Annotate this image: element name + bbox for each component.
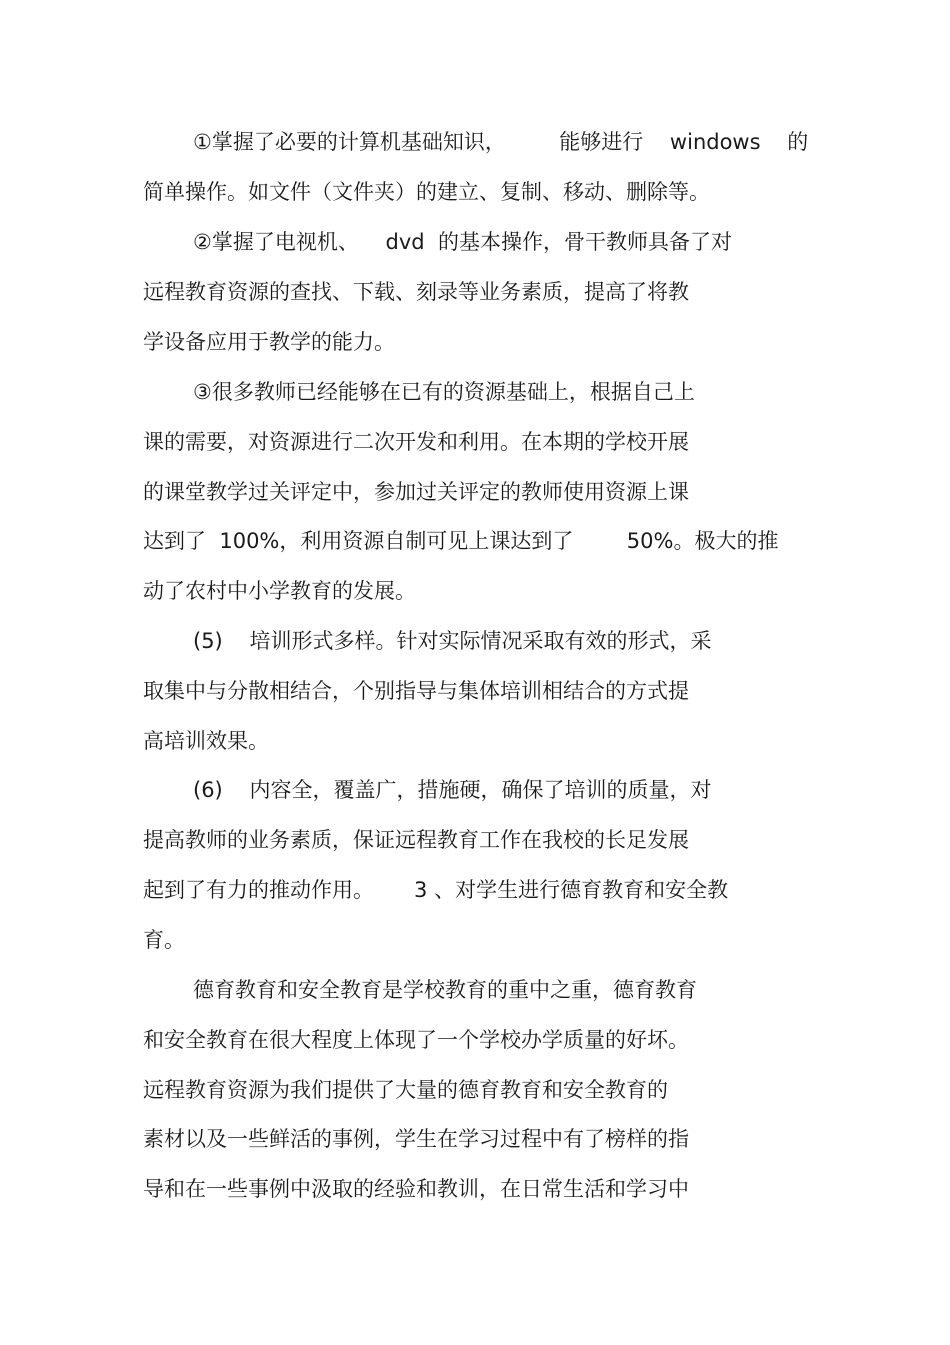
text-line: 课的需要，对资源进行二次开发和利用。在本期的学校开展	[143, 430, 689, 454]
text-line: 起到了有力的推动作用。 3 、对学生进行德育教育和安全教	[143, 878, 729, 902]
text-line: ①掌握了必要的计算机基础知识， 能够进行 windows 的	[193, 130, 809, 154]
text-line: ②掌握了电视机、 dvd 的基本操作，骨干教师具备了对	[193, 230, 732, 254]
text-line: 和安全教育在很大程度上体现了一个学校办学质量的好坏。	[143, 1028, 689, 1052]
text-line: 的课堂教学过关评定中，参加过关评定的教师使用资源上课	[143, 480, 689, 504]
text-line: 远程教育资源的查找、下载、刻录等业务素质，提高了将教	[143, 280, 689, 304]
text-line: 育。	[143, 928, 185, 952]
text-line: 德育教育和安全教育是学校教育的重中之重，德育教育	[193, 978, 697, 1002]
text-line: 远程教育资源为我们提供了大量的德育教育和安全教育的	[143, 1078, 668, 1102]
text-line: 动了农村中小学教育的发展。	[143, 579, 416, 603]
text-line: ③很多教师已经能够在已有的资源基础上，根据自己上	[193, 380, 695, 404]
text-line: 取集中与分散相结合，个别指导与集体培训相结合的方式提	[143, 679, 689, 703]
text-line: 导和在一些事例中汲取的经验和教训，在日常生活和学习中	[143, 1177, 689, 1201]
text-line: 提高教师的业务素质，保证远程教育工作在我校的长足发展	[143, 828, 689, 852]
text-line: 学设备应用于教学的能力。	[143, 330, 395, 354]
text-line: 高培训效果。	[143, 729, 269, 753]
text-line: 达到了 100%，利用资源自制可见上课达到了 50%。极大的推	[143, 529, 779, 553]
text-line: (5) 培训形式多样。针对实际情况采取有效的形式，采	[193, 629, 712, 653]
text-line: 素材以及一些鲜活的事例，学生在学习过程中有了榜样的指	[143, 1127, 689, 1151]
text-line: 简单操作。如文件（文件夹）的建立、复制、移动、删除等。	[143, 180, 710, 204]
text-line: (6) 内容全，覆盖广，措施硬，确保了培训的质量，对	[193, 778, 712, 802]
